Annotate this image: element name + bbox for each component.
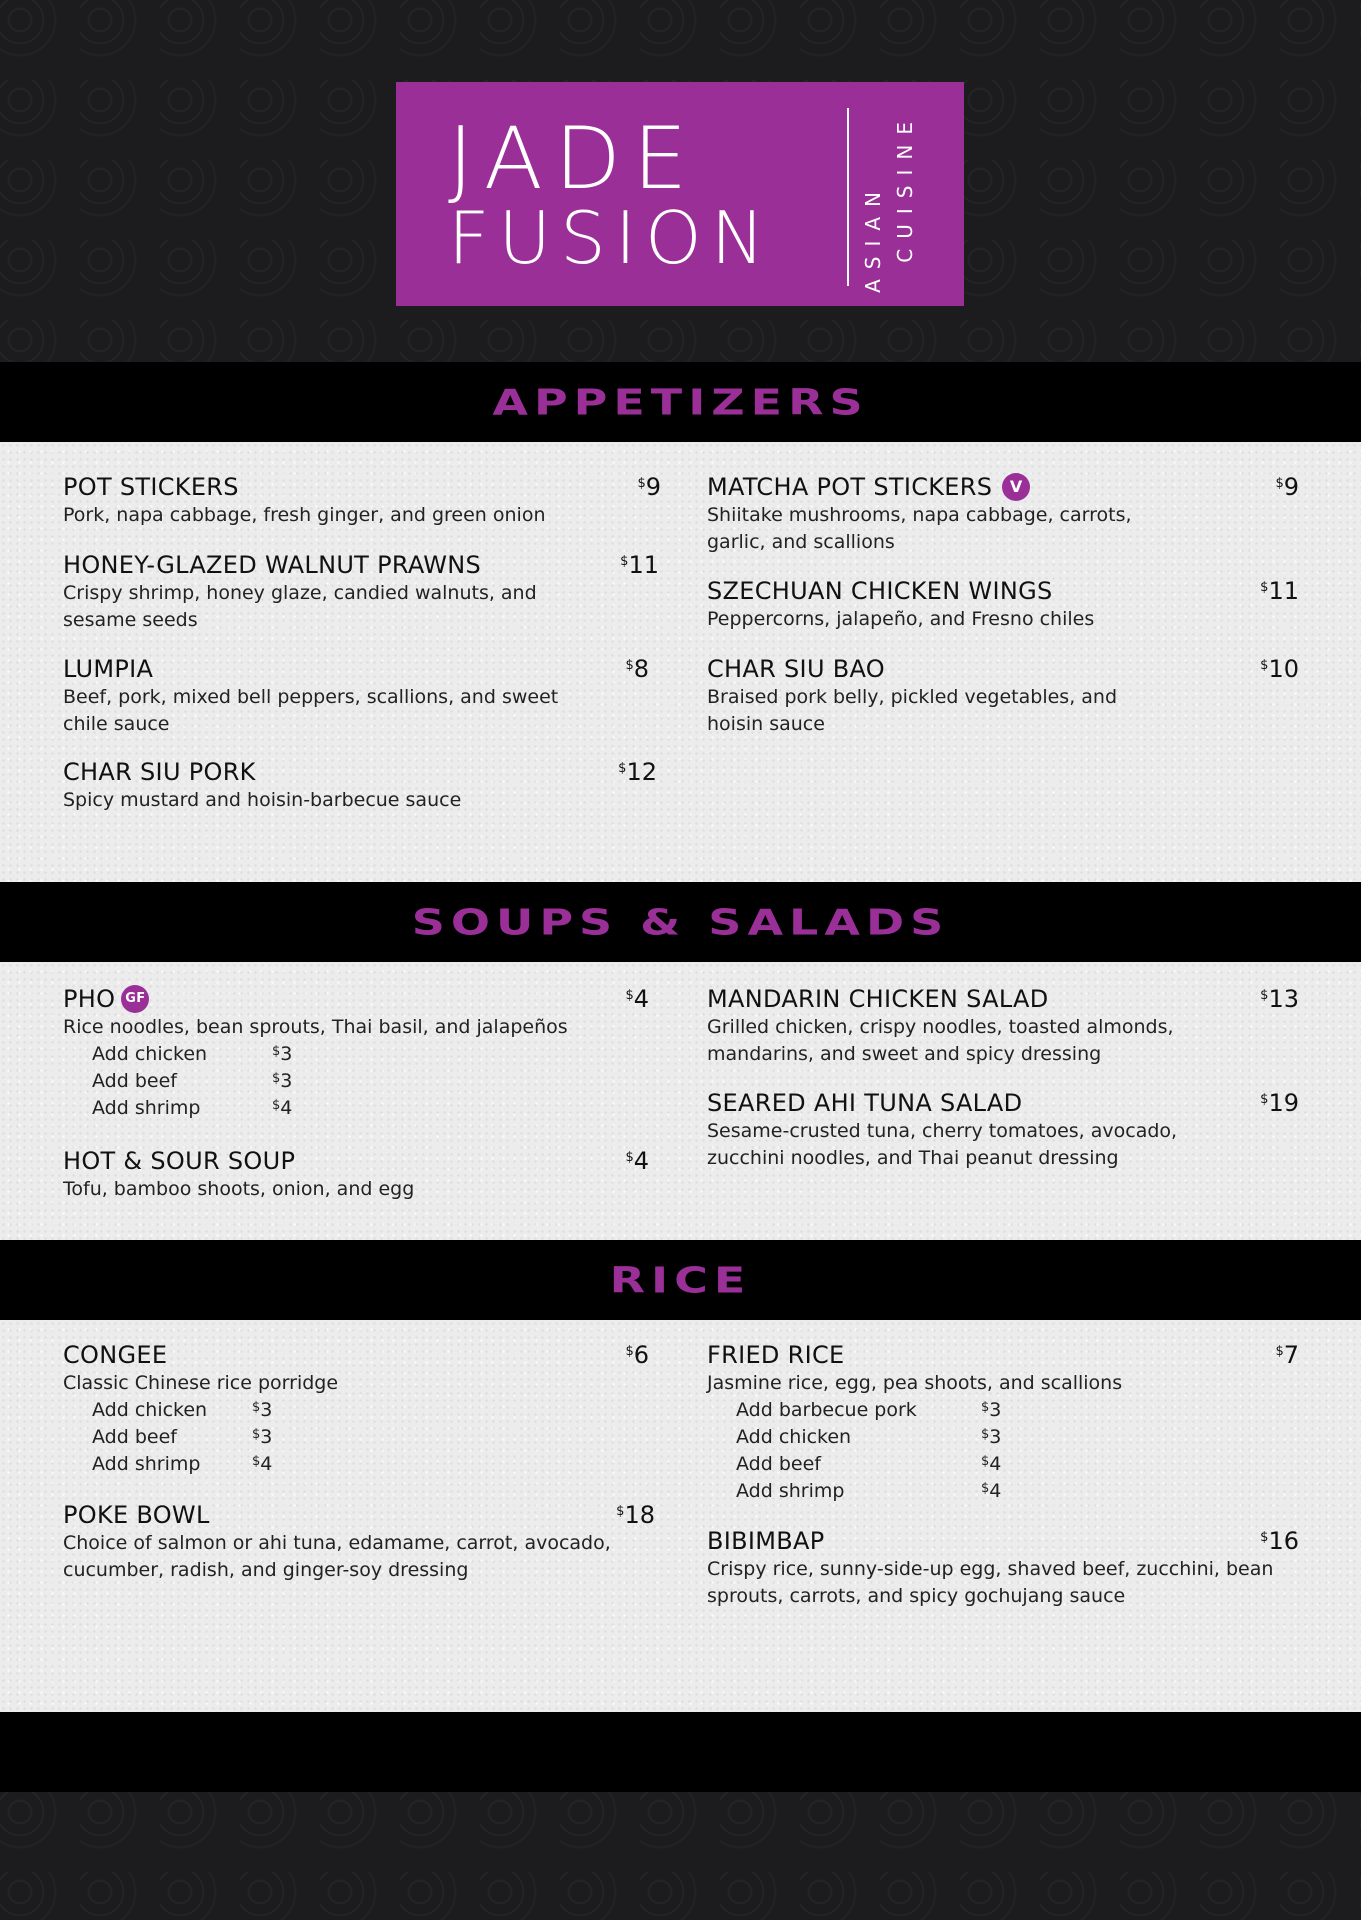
addon-label: Add shrimp	[92, 1453, 201, 1475]
section-panel-appetizers	[0, 442, 1361, 882]
item-name: FRIED RICE	[707, 1341, 845, 1369]
item-price: $13	[1260, 985, 1299, 1013]
menu-item	[707, 984, 1299, 1068]
item-price: $9	[1275, 473, 1299, 501]
item-description: Classic Chinese rice porridge	[63, 1372, 339, 1394]
section-panel-soups-salads	[0, 962, 1361, 1240]
addon-price: $4	[252, 1453, 273, 1475]
menu-item	[707, 654, 1299, 738]
menu-item	[63, 1340, 649, 1478]
menu-item	[707, 1526, 1299, 1610]
addon-label: Add shrimp	[92, 1097, 201, 1119]
addon-row	[707, 1424, 1299, 1451]
item-description: Crispy rice, sunny-side-up egg, shaved beef, zucchini, bean sprouts, carrots, and spicy gochujang sauce	[707, 1558, 1274, 1607]
section-title: RICE	[609, 1258, 752, 1302]
addon-row	[63, 1424, 649, 1451]
logo-line-1: JADE	[448, 109, 700, 209]
menu-item	[63, 472, 661, 529]
addon-row	[63, 1041, 649, 1068]
section-title: SOUPS & SALADS	[411, 900, 950, 944]
item-name: MATCHA POT STICKERS V	[707, 472, 1299, 502]
menu-item	[707, 576, 1299, 633]
item-price: $4	[625, 1147, 649, 1175]
logo-side-text-1: ASIAN	[861, 182, 885, 293]
item-price: $11	[620, 551, 659, 579]
addon-price: $3	[272, 1070, 293, 1092]
item-name: HONEY-GLAZED WALNUT PRAWNS	[63, 551, 482, 579]
item-description: Peppercorns, jalapeño, and Fresno chiles	[707, 608, 1095, 630]
item-price: $19	[1260, 1089, 1299, 1117]
item-description: Tofu, bamboo shoots, onion, and egg	[63, 1178, 415, 1200]
item-name: BIBIMBAP	[707, 1527, 825, 1555]
item-price: $18	[616, 1501, 655, 1529]
addon-price: $4	[981, 1453, 1002, 1475]
addon-price: $3	[252, 1426, 273, 1448]
item-description: Rice noodles, bean sprouts, Thai basil, and jalapeños	[63, 1016, 568, 1038]
item-name: HOT & SOUR SOUP	[63, 1147, 296, 1175]
item-price: $8	[625, 655, 649, 683]
addon-label: Add beef	[736, 1453, 821, 1475]
gluten-free-badge-icon: GF	[121, 985, 149, 1013]
item-name: CHAR SIU BAO	[707, 655, 885, 683]
addon-row	[707, 1478, 1299, 1505]
addon-label: Add chicken	[92, 1399, 208, 1421]
addon-price: $4	[272, 1097, 293, 1119]
logo-line-2: FUSION	[448, 196, 774, 280]
item-description: Beef, pork, mixed bell peppers, scallions, and sweet chile sauce	[63, 686, 559, 735]
item-name: POT STICKERS	[63, 473, 239, 501]
footer-background	[0, 1792, 1361, 1920]
addon-price: $4	[981, 1480, 1002, 1502]
addon-row	[63, 1397, 649, 1424]
menu-item	[63, 984, 649, 1122]
section-title: APPETIZERS	[492, 380, 869, 424]
item-description: Shiitake mushrooms, napa cabbage, carrots, garlic, and scallions	[707, 504, 1132, 553]
item-description: Spicy mustard and hoisin-barbecue sauce	[63, 789, 462, 811]
item-price: $10	[1260, 655, 1299, 683]
addon-row	[63, 1451, 649, 1478]
section-banner-appetizers	[0, 362, 1361, 442]
item-description: Choice of salmon or ahi tuna, edamame, carrot, avocado, cucumber, radish, and ginger-soy dressing	[63, 1532, 611, 1581]
vegetarian-badge-icon: V	[1002, 473, 1030, 501]
item-name: CHAR SIU PORK	[63, 758, 256, 786]
section-banner-soups-salads	[0, 882, 1361, 962]
addon-label: Add barbecue pork	[736, 1399, 917, 1421]
addon-price: $3	[981, 1426, 1002, 1448]
addon-row	[63, 1095, 649, 1122]
item-price: $12	[618, 758, 657, 786]
addon-label: Add shrimp	[736, 1480, 845, 1502]
item-description: Crispy shrimp, honey glaze, candied walnuts, and sesame seeds	[63, 582, 537, 631]
item-price: $7	[1275, 1341, 1299, 1369]
menu-item	[63, 654, 649, 738]
menu-item	[63, 1146, 649, 1203]
addon-label: Add chicken	[92, 1043, 208, 1065]
item-name: LUMPIA	[63, 655, 154, 683]
item-price: $9	[637, 473, 661, 501]
menu-item	[63, 757, 657, 814]
addon-label: Add beef	[92, 1070, 177, 1092]
section-banner-rice	[0, 1240, 1361, 1320]
item-name: SEARED AHI TUNA SALAD	[707, 1089, 1023, 1117]
addon-row	[707, 1397, 1299, 1424]
logo-divider	[847, 108, 849, 286]
section-panel-rice	[0, 1320, 1361, 1712]
item-price: $16	[1260, 1527, 1299, 1555]
menu-item	[707, 1340, 1299, 1505]
restaurant-logo	[396, 82, 964, 306]
menu-item	[707, 472, 1299, 556]
menu-item	[63, 1500, 655, 1584]
item-price: $4	[625, 985, 649, 1013]
item-description: Grilled chicken, crispy noodles, toasted almonds, mandarins, and sweet and spicy dressing	[707, 1016, 1174, 1065]
item-description: Jasmine rice, egg, pea shoots, and scallions	[707, 1372, 1123, 1394]
addon-row	[707, 1451, 1299, 1478]
item-name: MANDARIN CHICKEN SALAD	[707, 985, 1049, 1013]
addon-price: $3	[272, 1043, 293, 1065]
menu-item	[63, 550, 659, 634]
item-name: CONGEE	[63, 1341, 168, 1369]
item-price: $6	[625, 1341, 649, 1369]
item-price: $11	[1260, 577, 1299, 605]
item-name: POKE BOWL	[63, 1501, 210, 1529]
addon-label: Add chicken	[736, 1426, 852, 1448]
addon-row	[63, 1068, 649, 1095]
addon-label: Add beef	[92, 1426, 177, 1448]
footer-band	[0, 1712, 1361, 1792]
item-description: Pork, napa cabbage, fresh ginger, and green onion	[63, 504, 546, 526]
item-description: Braised pork belly, pickled vegetables, and hoisin sauce	[707, 686, 1118, 735]
item-name: PHO GF	[63, 984, 649, 1014]
menu-item	[707, 1088, 1299, 1172]
item-description: Sesame-crusted tuna, cherry tomatoes, avocado, zucchini noodles, and Thai peanut dressing	[707, 1120, 1178, 1169]
addon-price: $3	[252, 1399, 273, 1421]
logo-side-text-2: CUISINE	[893, 112, 917, 263]
item-name: SZECHUAN CHICKEN WINGS	[707, 577, 1053, 605]
addon-price: $3	[981, 1399, 1002, 1421]
